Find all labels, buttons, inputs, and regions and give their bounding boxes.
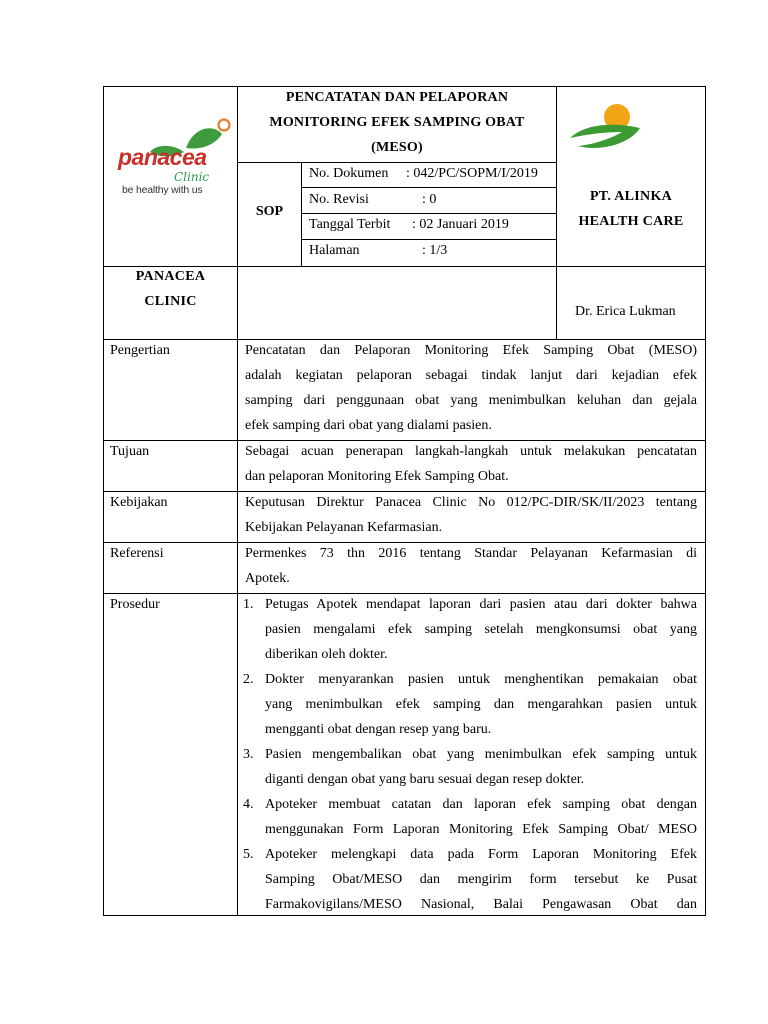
procedure-number: 2. (243, 672, 254, 687)
field-label-tanggal-terbit: Tanggal Terbit (309, 217, 391, 232)
label-prosedur: Prosedur (110, 597, 160, 612)
content-prosedur (243, 592, 697, 917)
company-name (557, 184, 705, 234)
referensi-line: Apotek. (245, 571, 290, 586)
pengertian-line: adalah kegiatan pelaporan sebagai tindak lanjut dari kejadian efek (245, 368, 697, 383)
procedure-line: Farmakovigilans/MESO Nasional, Balai Pengawasan Obat dan (265, 897, 697, 912)
document-title (238, 85, 556, 160)
table-border-left (103, 86, 104, 916)
field-value-halaman: : 1/3 (422, 243, 448, 258)
procedure-line: Apoteker melengkapi data pada Form Laporan Monitoring Efek (265, 847, 697, 862)
company-line-2: HEALTH CARE (578, 214, 684, 229)
field-label-no-dokumen: No. Dokumen (309, 166, 389, 181)
content-kebijakan (245, 490, 697, 540)
procedure-item (243, 592, 697, 667)
procedure-line: Samping Obat/MESO dan mengirim form tersebut ke Pusat (265, 872, 697, 887)
clinic-line-2: CLINIC (144, 294, 197, 309)
procedure-item (243, 842, 697, 917)
label-tujuan: Tujuan (110, 444, 150, 459)
tujuan-line: dan pelaporan Monitoring Efek Samping Obat. (245, 469, 509, 484)
field-value-tanggal-terbit: : 02 Januari 2019 (412, 217, 509, 232)
company-line-1: PT. ALINKA (589, 189, 673, 204)
panacea-brand-text: panacea (118, 144, 207, 170)
content-referensi (245, 541, 697, 591)
sop-label: SOP (255, 204, 284, 219)
procedure-line: Pasien mengembalikan obat yang menimbulkan efek samping untuk (265, 747, 697, 762)
title-line-3: (MESO) (371, 140, 423, 155)
clinic-line-1: PANACEA (135, 269, 206, 284)
field-value-no-dokumen: : 042/PC/SOPM/I/2019 (406, 166, 538, 181)
procedure-number: 4. (243, 797, 254, 812)
pengertian-line: Pencatatan dan Pelaporan Monitoring Efek Samping Obat (MESO) (245, 343, 697, 358)
procedure-line: pasien mengalami efek samping setelah mengkonsumsi obat yang (265, 622, 697, 637)
field-value-no-revisi: : 0 (422, 192, 437, 207)
procedure-item (243, 742, 697, 792)
content-pengertian (245, 338, 697, 438)
procedure-number: 3. (243, 747, 254, 762)
panacea-clinic-script: Clinic (174, 170, 210, 184)
field-label-halaman: Halaman (309, 243, 360, 258)
title-line-1: PENCATATAN DAN PELAPORAN (285, 90, 509, 105)
label-pengertian: Pengertian (110, 343, 170, 358)
procedure-number: 1. (243, 597, 254, 612)
procedure-line: diberikan oleh dokter. (265, 647, 388, 662)
panacea-clinic-logo (110, 108, 234, 204)
kebijakan-line: Kebijakan Pelayanan Kefarmasian. (245, 520, 443, 535)
field-label-no-revisi: No. Revisi (309, 192, 369, 207)
procedure-line: diganti dengan obat yang baru sesuai degan resep dokter. (265, 772, 585, 787)
label-referensi: Referensi (110, 546, 164, 561)
procedure-item (243, 792, 697, 842)
procedure-line: mengganti obat dengan resep yang baru. (265, 722, 492, 737)
title-line-2: MONITORING EFEK SAMPING OBAT (269, 115, 525, 130)
procedure-line: yang menimbulkan efek samping dan mengarahkan pasien untuk (265, 697, 697, 712)
pengertian-line: samping dari penggunaan obat yang menimbulkan keluhan dan gejala (245, 393, 697, 408)
alinka-logo (566, 100, 646, 160)
label-kebijakan: Kebijakan (110, 495, 168, 510)
divider-sop-fields (301, 162, 302, 266)
content-tujuan (245, 439, 697, 489)
kebijakan-line: Keputusan Direktur Panacea Clinic No 012/PC-DIR/SK/II/2023 tentang (245, 495, 697, 510)
procedure-line: Apoteker membuat catatan dan laporan efek samping obat dengan (265, 797, 697, 812)
clinic-name (104, 264, 237, 314)
pengertian-line: efek samping dari obat yang dialami pasien. (245, 418, 492, 433)
procedure-line: menggunakan Form Laporan Monitoring Efek Samping Obat/ MESO (265, 822, 697, 837)
procedure-item (243, 667, 697, 742)
tujuan-line: Sebagai acuan penerapan langkah-langkah untuk melakukan pencatatan (245, 444, 697, 459)
panacea-tagline: be healthy with us (122, 184, 203, 196)
sun-leaf-icon (566, 100, 646, 160)
procedure-line: Dokter menyarankan pasien untuk menghentikan pemakaian obat (265, 672, 697, 687)
referensi-line: Permenkes 73 thn 2016 tentang Standar Pelayanan Kefarmasian di (245, 546, 697, 561)
table-border-right (705, 86, 706, 916)
signer-name: Dr. Erica Lukman (575, 304, 676, 319)
procedure-number: 5. (243, 847, 254, 862)
procedure-line: Petugas Apotek mendapat laporan dari pasien atau dari dokter bahwa (265, 597, 697, 612)
